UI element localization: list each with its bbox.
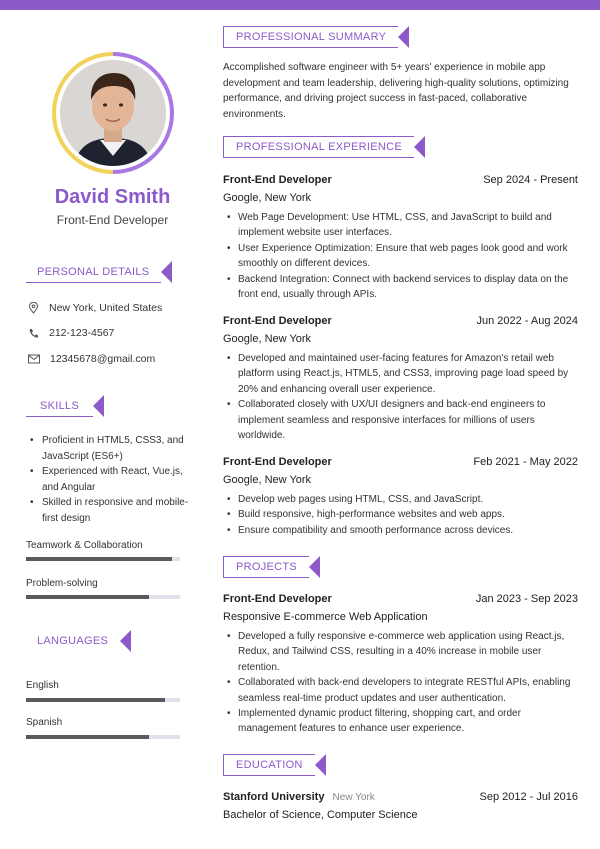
education-date: Sep 2012 - Jul 2016 xyxy=(479,791,578,803)
job-company: Google, New York xyxy=(223,333,312,345)
degree: Bachelor of Science, Computer Science xyxy=(223,809,418,821)
location-text: New York, United States xyxy=(49,302,163,314)
mail-icon xyxy=(28,354,40,364)
job-entry xyxy=(223,456,578,538)
skill-bar-track xyxy=(26,595,180,599)
education-label: EDUCATION xyxy=(223,754,315,776)
job-entry xyxy=(223,174,578,302)
language-bar-track xyxy=(26,698,180,702)
location-pin-icon xyxy=(28,302,39,314)
summary-text: Accomplished software engineer with 5+ years' experience in mobile app development and team leadership, delivering high-quality solutions, optimizing performance, and driving project success in fast-paced, collaborative environments. xyxy=(223,62,569,120)
profile-photo xyxy=(52,52,174,174)
skills-label: SKILLS xyxy=(26,395,93,417)
avatar-illustration xyxy=(60,60,166,166)
job-date: Sep 2024 - Present xyxy=(483,174,578,186)
job-title: Front-End Developer xyxy=(223,174,332,186)
job-title: Front-End Developer xyxy=(223,315,332,327)
skill-item: • Experienced with React, Vue.js, and Angular xyxy=(30,464,200,495)
languages-heading xyxy=(26,630,131,652)
education-heading xyxy=(223,754,326,776)
project-date: Jan 2023 - Sep 2023 xyxy=(475,593,578,605)
school-location: New York xyxy=(332,792,375,803)
top-accent-bar xyxy=(0,0,600,10)
list-item: • Developed and maintained user-facing features for Amazon's retail web platform using React.js, HTML5, and CSS3, improving page load speed by 20% and enhancing overall user experience. xyxy=(223,351,578,397)
skill-bar-fill xyxy=(26,595,149,599)
heading-arrow-icon xyxy=(414,136,425,158)
phone-text: 212-123-4567 xyxy=(49,327,115,339)
phone-icon xyxy=(28,328,39,339)
heading-arrow-icon xyxy=(398,26,409,48)
skill-bar-fill xyxy=(26,557,172,561)
project-title: Front-End Developer xyxy=(223,593,332,605)
education-entry xyxy=(223,791,578,821)
job-company: Google, New York xyxy=(223,192,312,204)
languages-label: LANGUAGES xyxy=(37,635,109,647)
profile-name: David Smith xyxy=(54,186,171,208)
experience-label: PROFESSIONAL EXPERIENCE xyxy=(223,136,414,158)
list-item: • Developed a fully responsive e-commerce web application using React.js, Redux, and Tailwind CSS, resulting in a 40% increase in mobile user retention. xyxy=(223,629,578,675)
language-bar-label: English xyxy=(26,680,59,691)
summary-heading xyxy=(223,26,409,48)
summary-label: PROFESSIONAL SUMMARY xyxy=(223,26,398,48)
language-bar-track xyxy=(26,735,180,739)
contact-location xyxy=(28,302,162,314)
list-item: • Web Page Development: Use HTML, CSS, and JavaScript to build and implement website user interfaces. xyxy=(223,210,578,241)
heading-arrow-icon xyxy=(309,556,320,578)
language-bar-fill xyxy=(26,735,149,739)
job-title: Front-End Developer xyxy=(223,456,332,468)
school-name: Stanford University xyxy=(223,791,325,803)
skill-item: • Skilled in responsive and mobile-first design xyxy=(30,495,200,526)
projects-label: PROJECTS xyxy=(223,556,309,578)
skills-list xyxy=(30,433,200,526)
job-bullets xyxy=(223,351,578,443)
skill-item: • Proficient in HTML5, CSS3, and JavaScript (ES6+) xyxy=(30,433,200,464)
language-bar-label: Spanish xyxy=(26,717,63,728)
list-item: • Build responsive, high-performance websites and web apps. xyxy=(223,507,578,522)
skill-bar-label: Teamwork & Collaboration xyxy=(26,540,143,551)
list-item: • Collaborated with back-end developers to integrate RESTful APIs, enabling seamless real-time product updates and user authentication. xyxy=(223,675,578,706)
email-text[interactable]: 12345678@gmail.com xyxy=(50,353,156,365)
job-bullets xyxy=(223,210,578,302)
job-company: Google, New York xyxy=(223,474,312,486)
avatar xyxy=(60,60,166,166)
project-bullets xyxy=(223,629,578,737)
list-item: • Backend Integration: Connect with backend services to display data on the front end, usually through APIs. xyxy=(223,272,578,303)
skill-bar-label: Problem-solving xyxy=(26,578,98,589)
contact-email xyxy=(28,353,155,365)
list-item: • Collaborated closely with UX/UI designers and back-end engineers to implement seamless and responsive interfaces for millions of users worldwide. xyxy=(223,397,578,443)
heading-arrow-icon xyxy=(161,261,172,283)
experience-heading xyxy=(223,136,425,158)
project-entry xyxy=(223,593,578,737)
list-item: • Ensure compatibility and smooth performance across devices. xyxy=(223,523,578,538)
contact-phone xyxy=(28,327,114,339)
profile-title: Front-End Developer xyxy=(56,213,169,227)
job-bullets xyxy=(223,492,578,538)
projects-heading xyxy=(223,556,320,578)
skills-heading xyxy=(26,395,104,417)
list-item: • Develop web pages using HTML, CSS, and JavaScript. xyxy=(223,492,578,507)
personal-details-heading xyxy=(26,261,172,283)
skill-bar-track xyxy=(26,557,180,561)
heading-arrow-icon xyxy=(315,754,326,776)
list-item: • User Experience Optimization: Ensure that web pages look good and work smoothly on different devices. xyxy=(223,241,578,272)
list-item: • Implemented dynamic product filtering, shopping cart, and order management features to enhance user experience. xyxy=(223,706,578,737)
language-bar-fill xyxy=(26,698,165,702)
job-entry xyxy=(223,315,578,443)
personal-details-label: PERSONAL DETAILS xyxy=(26,261,161,283)
heading-arrow-icon xyxy=(93,395,104,417)
heading-arrow-icon xyxy=(120,630,131,652)
job-date: Jun 2022 - Aug 2024 xyxy=(476,315,578,327)
project-subtitle: Responsive E-commerce Web Application xyxy=(223,611,428,623)
job-date: Feb 2021 - May 2022 xyxy=(473,456,578,468)
